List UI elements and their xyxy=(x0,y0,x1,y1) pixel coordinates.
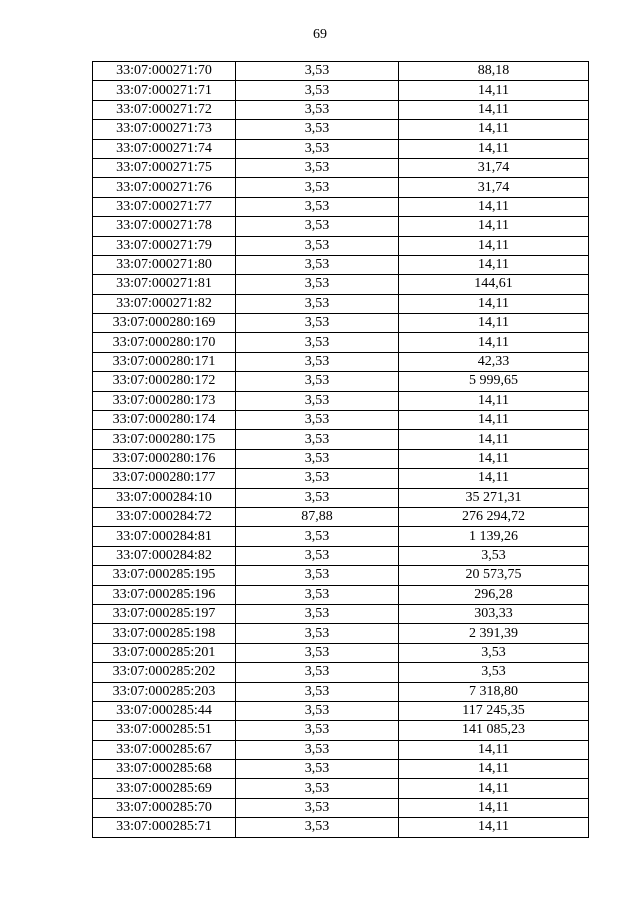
table-row xyxy=(93,294,589,313)
table-row xyxy=(93,217,589,236)
amount-value-cell: 1 139,26 xyxy=(399,527,589,546)
area-value-cell: 3,53 xyxy=(236,566,399,585)
table-row xyxy=(93,682,589,701)
amount-value-cell: 42,33 xyxy=(399,352,589,371)
amount-value-cell: 14,11 xyxy=(399,81,589,100)
area-value-cell: 3,53 xyxy=(236,488,399,507)
amount-value-cell: 3,53 xyxy=(399,546,589,565)
table-row xyxy=(93,100,589,119)
amount-value-cell: 14,11 xyxy=(399,449,589,468)
table-row xyxy=(93,197,589,216)
table-row xyxy=(93,566,589,585)
table-row xyxy=(93,391,589,410)
area-value-cell: 3,53 xyxy=(236,372,399,391)
cadastral-number-cell: 33:07:000271:77 xyxy=(93,197,236,216)
amount-value-cell: 14,11 xyxy=(399,100,589,119)
area-value-cell: 3,53 xyxy=(236,391,399,410)
cadastral-number-cell: 33:07:000285:203 xyxy=(93,682,236,701)
table-row xyxy=(93,546,589,565)
area-value-cell: 3,53 xyxy=(236,314,399,333)
cadastral-number-cell: 33:07:000271:78 xyxy=(93,217,236,236)
cadastral-number-cell: 33:07:000280:177 xyxy=(93,469,236,488)
cadastral-number-cell: 33:07:000284:82 xyxy=(93,546,236,565)
cadastral-number-cell: 33:07:000280:171 xyxy=(93,352,236,371)
amount-value-cell: 14,11 xyxy=(399,411,589,430)
cadastral-number-cell: 33:07:000280:169 xyxy=(93,314,236,333)
area-value-cell: 3,53 xyxy=(236,411,399,430)
area-value-cell: 3,53 xyxy=(236,585,399,604)
table-row xyxy=(93,604,589,623)
area-value-cell: 3,53 xyxy=(236,430,399,449)
amount-value-cell: 20 573,75 xyxy=(399,566,589,585)
table-row xyxy=(93,449,589,468)
amount-value-cell: 14,11 xyxy=(399,139,589,158)
amount-value-cell: 117 245,35 xyxy=(399,701,589,720)
cadastral-number-cell: 33:07:000271:70 xyxy=(93,62,236,81)
table-body xyxy=(93,62,589,838)
table-row xyxy=(93,760,589,779)
area-value-cell: 3,53 xyxy=(236,760,399,779)
table-row xyxy=(93,314,589,333)
amount-value-cell: 14,11 xyxy=(399,391,589,410)
amount-value-cell: 2 391,39 xyxy=(399,624,589,643)
cadastral-number-cell: 33:07:000280:175 xyxy=(93,430,236,449)
table-row xyxy=(93,236,589,255)
amount-value-cell: 14,11 xyxy=(399,333,589,352)
area-value-cell: 3,53 xyxy=(236,255,399,274)
table-row xyxy=(93,488,589,507)
area-value-cell: 3,53 xyxy=(236,527,399,546)
cadastral-number-cell: 33:07:000285:70 xyxy=(93,798,236,817)
area-value-cell: 3,53 xyxy=(236,469,399,488)
cadastral-number-cell: 33:07:000285:196 xyxy=(93,585,236,604)
table-row xyxy=(93,798,589,817)
table-row xyxy=(93,740,589,759)
cadastral-number-cell: 33:07:000280:172 xyxy=(93,372,236,391)
table-row xyxy=(93,430,589,449)
cadastral-number-cell: 33:07:000285:68 xyxy=(93,760,236,779)
amount-value-cell: 14,11 xyxy=(399,779,589,798)
cadastral-number-cell: 33:07:000271:74 xyxy=(93,139,236,158)
cadastral-number-cell: 33:07:000280:174 xyxy=(93,411,236,430)
area-value-cell: 3,53 xyxy=(236,701,399,720)
area-value-cell: 87,88 xyxy=(236,507,399,526)
cadastral-number-cell: 33:07:000271:71 xyxy=(93,81,236,100)
area-value-cell: 3,53 xyxy=(236,682,399,701)
cadastral-number-cell: 33:07:000271:75 xyxy=(93,158,236,177)
amount-value-cell: 14,11 xyxy=(399,294,589,313)
area-value-cell: 3,53 xyxy=(236,62,399,81)
cadastral-number-cell: 33:07:000285:202 xyxy=(93,663,236,682)
table-row xyxy=(93,62,589,81)
area-value-cell: 3,53 xyxy=(236,740,399,759)
table-row xyxy=(93,624,589,643)
table-row xyxy=(93,507,589,526)
area-value-cell: 3,53 xyxy=(236,81,399,100)
table-row xyxy=(93,255,589,274)
cadastral-number-cell: 33:07:000285:71 xyxy=(93,818,236,837)
page-number: 69 xyxy=(313,27,327,42)
area-value-cell: 3,53 xyxy=(236,798,399,817)
table-row xyxy=(93,372,589,391)
area-value-cell: 3,53 xyxy=(236,158,399,177)
cadastral-number-cell: 33:07:000284:72 xyxy=(93,507,236,526)
area-value-cell: 3,53 xyxy=(236,624,399,643)
amount-value-cell: 88,18 xyxy=(399,62,589,81)
area-value-cell: 3,53 xyxy=(236,546,399,565)
amount-value-cell: 14,11 xyxy=(399,430,589,449)
amount-value-cell: 276 294,72 xyxy=(399,507,589,526)
cadastral-number-cell: 33:07:000271:81 xyxy=(93,275,236,294)
amount-value-cell: 7 318,80 xyxy=(399,682,589,701)
amount-value-cell: 14,11 xyxy=(399,469,589,488)
area-value-cell: 3,53 xyxy=(236,178,399,197)
cadastral-number-cell: 33:07:000284:81 xyxy=(93,527,236,546)
amount-value-cell: 3,53 xyxy=(399,663,589,682)
amount-value-cell: 296,28 xyxy=(399,585,589,604)
table-row xyxy=(93,469,589,488)
area-value-cell: 3,53 xyxy=(236,139,399,158)
table-row xyxy=(93,527,589,546)
area-value-cell: 3,53 xyxy=(236,818,399,837)
cadastral-number-cell: 33:07:000271:76 xyxy=(93,178,236,197)
table-row xyxy=(93,818,589,837)
table-row xyxy=(93,333,589,352)
cadastral-number-cell: 33:07:000271:72 xyxy=(93,100,236,119)
cadastral-number-cell: 33:07:000285:51 xyxy=(93,721,236,740)
cadastral-number-cell: 33:07:000271:82 xyxy=(93,294,236,313)
cadastral-number-cell: 33:07:000280:176 xyxy=(93,449,236,468)
amount-value-cell: 14,11 xyxy=(399,798,589,817)
area-value-cell: 3,53 xyxy=(236,604,399,623)
area-value-cell: 3,53 xyxy=(236,643,399,662)
table-row xyxy=(93,178,589,197)
amount-value-cell: 14,11 xyxy=(399,760,589,779)
cadastral-number-cell: 33:07:000280:170 xyxy=(93,333,236,352)
table-row xyxy=(93,158,589,177)
cadastral-number-cell: 33:07:000284:10 xyxy=(93,488,236,507)
amount-value-cell: 5 999,65 xyxy=(399,372,589,391)
amount-value-cell: 14,11 xyxy=(399,255,589,274)
area-value-cell: 3,53 xyxy=(236,120,399,139)
cadastral-number-cell: 33:07:000271:73 xyxy=(93,120,236,139)
amount-value-cell: 31,74 xyxy=(399,158,589,177)
table-row xyxy=(93,139,589,158)
area-value-cell: 3,53 xyxy=(236,449,399,468)
table-row xyxy=(93,120,589,139)
amount-value-cell: 14,11 xyxy=(399,120,589,139)
table-row xyxy=(93,701,589,720)
cadastral-number-cell: 33:07:000280:173 xyxy=(93,391,236,410)
amount-value-cell: 31,74 xyxy=(399,178,589,197)
area-value-cell: 3,53 xyxy=(236,275,399,294)
cadastral-number-cell: 33:07:000271:79 xyxy=(93,236,236,255)
amount-value-cell: 14,11 xyxy=(399,818,589,837)
cadastral-number-cell: 33:07:000285:44 xyxy=(93,701,236,720)
cadastral-number-cell: 33:07:000271:80 xyxy=(93,255,236,274)
table-row xyxy=(93,721,589,740)
amount-value-cell: 303,33 xyxy=(399,604,589,623)
table-row xyxy=(93,81,589,100)
area-value-cell: 3,53 xyxy=(236,236,399,255)
area-value-cell: 3,53 xyxy=(236,663,399,682)
amount-value-cell: 14,11 xyxy=(399,217,589,236)
area-value-cell: 3,53 xyxy=(236,352,399,371)
amount-value-cell: 141 085,23 xyxy=(399,721,589,740)
amount-value-cell: 14,11 xyxy=(399,740,589,759)
amount-value-cell: 144,61 xyxy=(399,275,589,294)
table-row xyxy=(93,585,589,604)
cadastral-number-cell: 33:07:000285:197 xyxy=(93,604,236,623)
cadastral-number-cell: 33:07:000285:67 xyxy=(93,740,236,759)
table-row xyxy=(93,411,589,430)
cadastral-number-cell: 33:07:000285:195 xyxy=(93,566,236,585)
cadastral-number-cell: 33:07:000285:201 xyxy=(93,643,236,662)
amount-value-cell: 14,11 xyxy=(399,197,589,216)
table-row xyxy=(93,643,589,662)
table-row xyxy=(93,779,589,798)
table-row xyxy=(93,352,589,371)
area-value-cell: 3,53 xyxy=(236,197,399,216)
cadastral-number-cell: 33:07:000285:198 xyxy=(93,624,236,643)
amount-value-cell: 14,11 xyxy=(399,236,589,255)
amount-value-cell: 14,11 xyxy=(399,314,589,333)
data-table xyxy=(92,61,589,838)
area-value-cell: 3,53 xyxy=(236,294,399,313)
table-row xyxy=(93,275,589,294)
cadastral-number-cell: 33:07:000285:69 xyxy=(93,779,236,798)
amount-value-cell: 35 271,31 xyxy=(399,488,589,507)
amount-value-cell: 3,53 xyxy=(399,643,589,662)
area-value-cell: 3,53 xyxy=(236,100,399,119)
area-value-cell: 3,53 xyxy=(236,333,399,352)
area-value-cell: 3,53 xyxy=(236,779,399,798)
area-value-cell: 3,53 xyxy=(236,217,399,236)
area-value-cell: 3,53 xyxy=(236,721,399,740)
table-row xyxy=(93,663,589,682)
